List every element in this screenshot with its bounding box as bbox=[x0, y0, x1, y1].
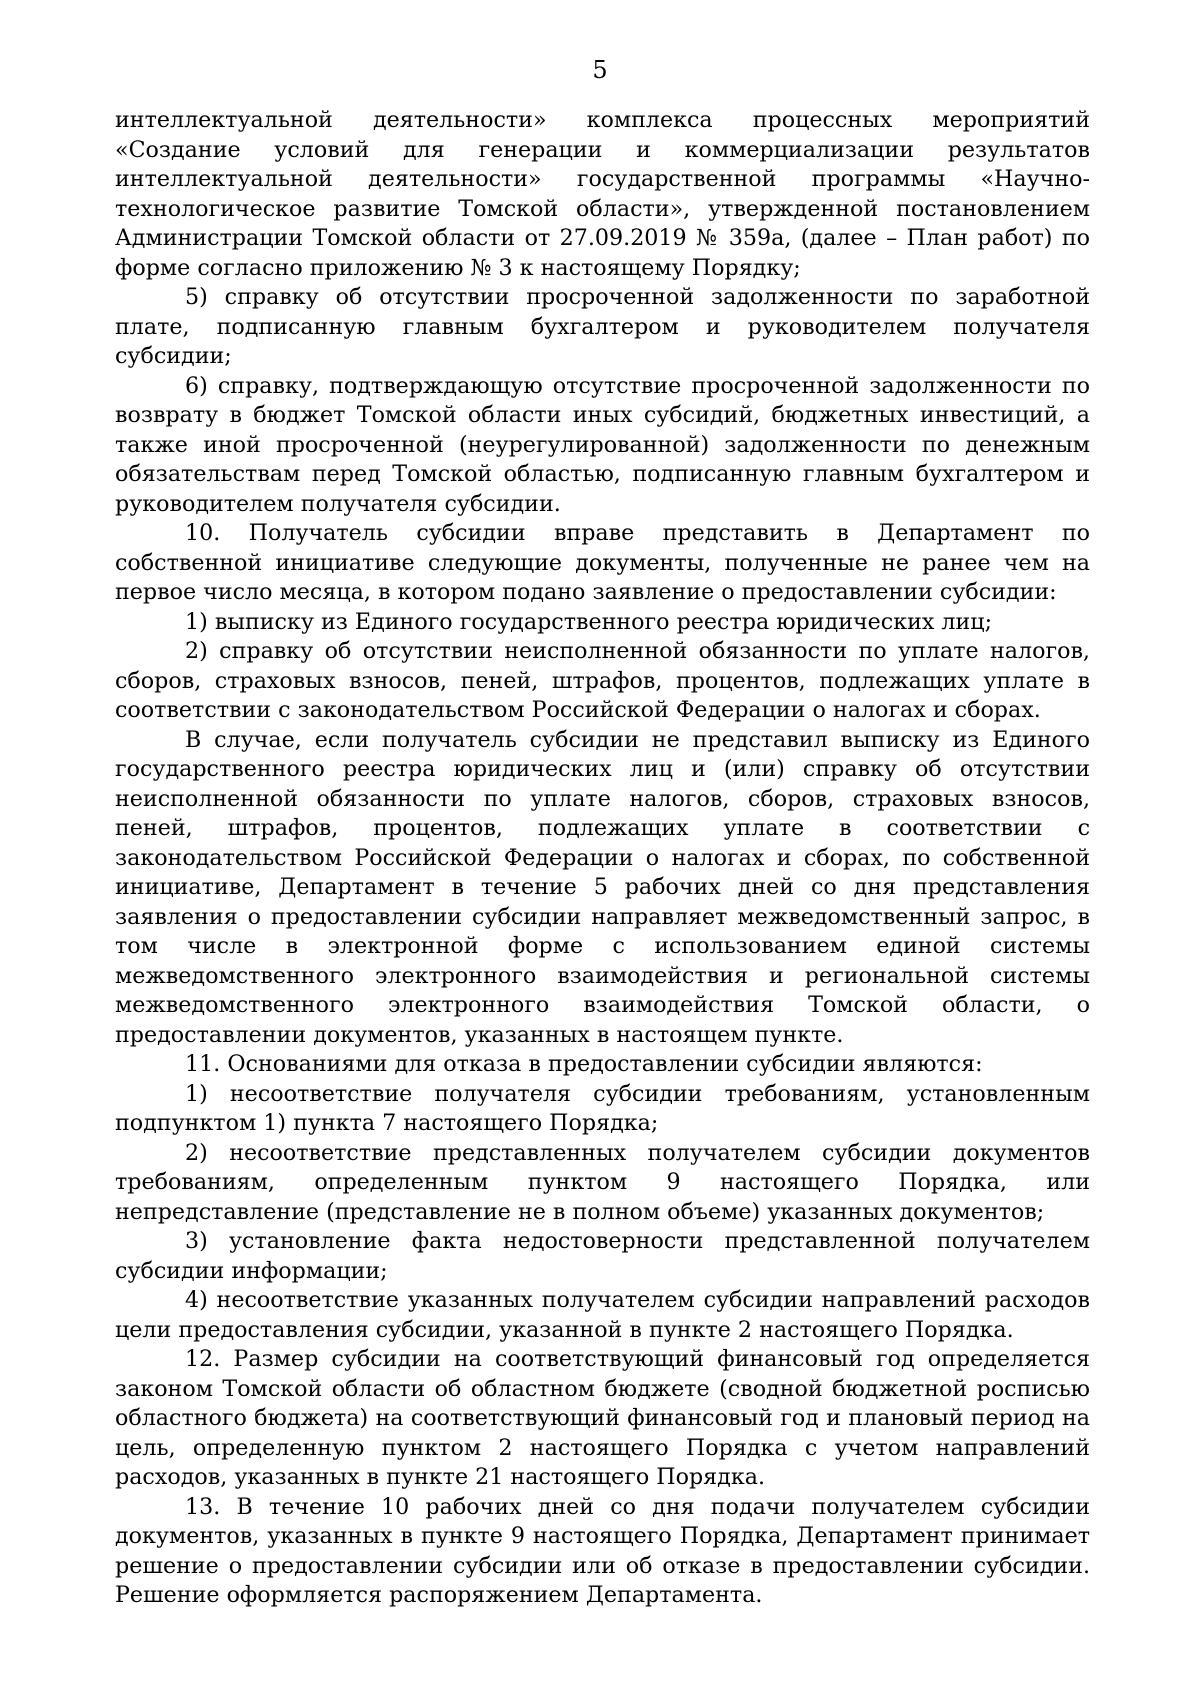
paragraph-item-5: 5) справку об отсутствии просроченной задолженности по заработной плате, подписанную главным бухгалтером и руководителем получателя субсидии; bbox=[115, 284, 1090, 369]
paragraph-section-11-item-4: 4) несоответствие указанных получателем субсидии направлений расходов цели предоставления субсидии, указанной в пункте 2 настоящего Порядка. bbox=[115, 1287, 1090, 1343]
paragraph-section-10-item-2: 2) справку об отсутствии неисполненной обязанности по уплате налогов, сборов, страховых взносов, пеней, штрафов, процентов, подлежащих уплате в соответствии с законодательством Российской Федерации о налогах и сборах. bbox=[115, 638, 1090, 723]
paragraph-section-12: 12. Размер субсидии на соответствующий финансовый год определяется законом Томской области об областном бюджете (сводной бюджетной росписью областного бюджета) на соответствующий финансовый год и плановый период на цель, определенную пунктом 2 настоящего Порядка с учетом направлений расходов, указанных в пункте 21 настоящего Порядка. bbox=[115, 1346, 1090, 1490]
paragraph-section-11-item-3: 3) установление факта недостоверности представленной получателем субсидии информации; bbox=[115, 1228, 1090, 1284]
page-number: 5 bbox=[592, 56, 608, 84]
paragraph-section-13: 13. В течение 10 рабочих дней со дня подачи получателем субсидии документов, указанных в пункте 9 настоящего Порядка, Департамент принимает решение о предоставлении субсидии или об отказе в предоставлении субсидии. Решение оформляется распоряжением Департамента. bbox=[115, 1493, 1090, 1608]
document-body bbox=[115, 106, 1090, 1611]
paragraph-section-11-item-1: 1) несоответствие получателя субсидии требованиям, установленным подпунктом 1) пункта 7 настоящего Порядка; bbox=[115, 1080, 1090, 1136]
paragraph-section-10: 10. Получатель субсидии вправе представить в Департамент по собственной инициативе следующие документы, полученные не ранее чем на первое число месяца, в котором подано заявление о предоставлении субсидии: bbox=[115, 520, 1090, 605]
paragraph-section-11: 11. Основаниями для отказа в предоставлении субсидии являются: bbox=[185, 1051, 983, 1077]
paragraph-item-6: 6) справку, подтверждающую отсутствие просроченной задолженности по возврату в бюджет Томской области иных субсидий, бюджетных инвестиций, а также иной просроченной (неурегулированной) задолженности по денежным обязательствам перед Томской областью, подписанную главным бухгалтером и руководителем получателя субсидии. bbox=[115, 372, 1090, 517]
paragraph-section-10-note: В случае, если получатель субсидии не представил выписку из Единого государственного реестра юридических лиц и (или) справку об отсутствии неисполненной обязанности по уплате налогов, сборов, страховых взносов, пеней, штрафов, процентов, подлежащих уплате в соответствии с законодательством Российской Федерации о налогах и сборах, по собственной инициативе, Департамент в течение 5 рабочих дней со дня представления заявления о предоставлении субсидии направляет межведомственный запрос, в том числе в электронной форме с использованием единой системы межведомственного электронного взаимодействия и региональной системы межведомственного электронного взаимодействия Томской области, о предоставлении документов, указанных в настоящем пункте. bbox=[115, 726, 1090, 1048]
paragraph-continuation: интеллектуальной деятельности» комплекса процессных мероприятий «Создание условий для генерации и коммерциализации результатов интеллектуальной деятельности» государственной программы «Научно-технологическое развитие Томской области», утвержденной постановлением Администрации Томской области от 27.09.2019 № 359а, (далее – План работ) по форме согласно приложению № 3 к настоящему Порядку; bbox=[115, 107, 1090, 281]
paragraph-section-10-item-1: 1) выписку из Единого государственного реестра юридических лиц; bbox=[185, 608, 993, 635]
paragraph-section-11-item-2: 2) несоответствие представленных получателем субсидии документов требованиям, определенным пунктом 9 настоящего Порядка, или непредставление (представление не в полном объеме) указанных документов; bbox=[115, 1139, 1090, 1225]
